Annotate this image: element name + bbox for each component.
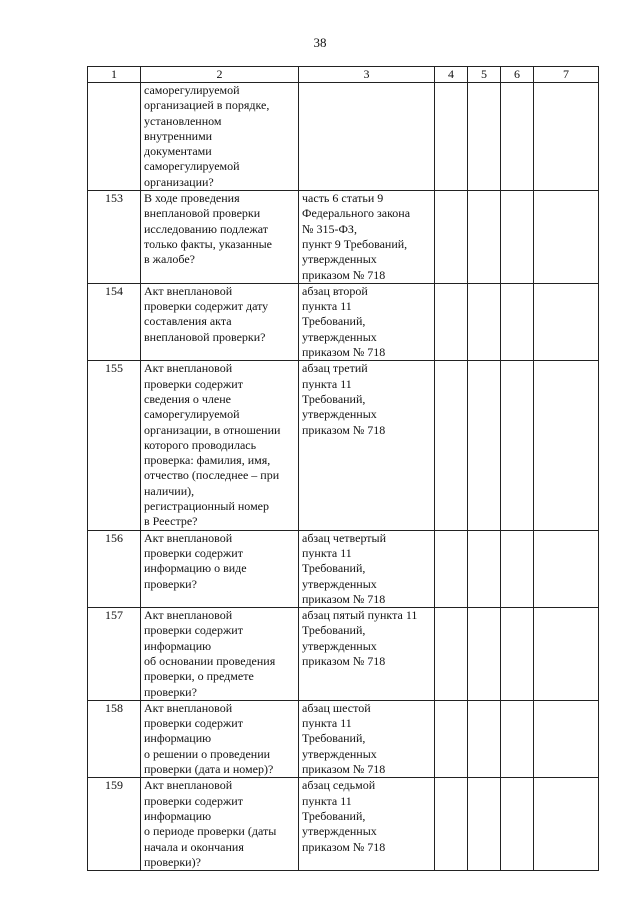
answer-cell-na[interactable] (501, 700, 534, 777)
answer-cell-no[interactable] (468, 361, 501, 530)
note-cell[interactable] (534, 530, 599, 607)
reference-cell: абзац шестой пункта 11 Требований, утвержденных приказом № 718 (299, 700, 435, 777)
table-row (88, 700, 599, 777)
note-cell[interactable] (534, 700, 599, 777)
column-header-4: 4 (435, 67, 468, 83)
reference-cell: абзац второй пункта 11 Требований, утвержденных приказом № 718 (299, 283, 435, 360)
table-row (88, 778, 599, 871)
answer-cell-na[interactable] (501, 191, 534, 284)
answer-cell-na[interactable] (501, 530, 534, 607)
answer-cell-yes[interactable] (435, 530, 468, 607)
question-cell: Акт внеплановой проверки содержит сведения о члене саморегулируемой организации, в отношении которого проводилась проверка: фамилия, имя, отчество (последнее – при наличии), регистрационный номер в Реестре? (141, 361, 299, 530)
note-cell[interactable] (534, 608, 599, 701)
answer-cell-na[interactable] (501, 778, 534, 871)
table-row (88, 361, 599, 530)
column-header-6: 6 (501, 67, 534, 83)
question-cell: Акт внеплановой проверки содержит информацию о решении о проведении проверки (дата и номер)? (141, 700, 299, 777)
note-cell[interactable] (534, 191, 599, 284)
note-cell[interactable] (534, 283, 599, 360)
table-row (88, 530, 599, 607)
header-row (88, 67, 599, 83)
question-cell: Акт внеплановой проверки содержит информацию об основании проведения проверки, о предмете проверки? (141, 608, 299, 701)
page-number: 38 (313, 35, 327, 50)
column-header-5: 5 (468, 67, 501, 83)
row-number: 153 (88, 191, 141, 284)
answer-cell-yes[interactable] (435, 778, 468, 871)
question-cell: саморегулируемой организацией в порядке, установленном внутренними документами саморегулируемой организации? (141, 83, 299, 191)
row-number: 159 (88, 778, 141, 871)
answer-cell-na[interactable] (501, 283, 534, 360)
column-header-3: 3 (299, 67, 435, 83)
reference-cell: абзац пятый пункта 11 Требований, утвержденных приказом № 718 (299, 608, 435, 701)
reference-cell: абзац четвертый пункта 11 Требований, утвержденных приказом № 718 (299, 530, 435, 607)
answer-cell-na[interactable] (501, 83, 534, 191)
table-row (88, 608, 599, 701)
question-cell: Акт внеплановой проверки содержит информацию о периоде проверки (даты начала и окончания проверки)? (141, 778, 299, 871)
row-number: 156 (88, 530, 141, 607)
reference-cell (299, 83, 435, 191)
answer-cell-na[interactable] (501, 608, 534, 701)
answer-cell-yes[interactable] (435, 608, 468, 701)
answer-cell-na[interactable] (501, 361, 534, 530)
answer-cell-no[interactable] (468, 83, 501, 191)
row-number: 157 (88, 608, 141, 701)
checklist-table (87, 66, 599, 871)
answer-cell-no[interactable] (468, 778, 501, 871)
question-cell: В ходе проведения внеплановой проверки исследованию подлежат только факты, указанные в жалобе? (141, 191, 299, 284)
answer-cell-yes[interactable] (435, 700, 468, 777)
note-cell[interactable] (534, 778, 599, 871)
answer-cell-no[interactable] (468, 191, 501, 284)
row-number (88, 83, 141, 191)
answer-cell-yes[interactable] (435, 191, 468, 284)
row-number: 154 (88, 283, 141, 360)
question-cell: Акт внеплановой проверки содержит дату составления акта внеплановой проверки? (141, 283, 299, 360)
reference-cell: абзац третий пункта 11 Требований, утвержденных приказом № 718 (299, 361, 435, 530)
answer-cell-no[interactable] (468, 283, 501, 360)
answer-cell-no[interactable] (468, 530, 501, 607)
answer-cell-no[interactable] (468, 700, 501, 777)
note-cell[interactable] (534, 83, 599, 191)
answer-cell-yes[interactable] (435, 361, 468, 530)
column-header-7: 7 (534, 67, 599, 83)
answer-cell-yes[interactable] (435, 283, 468, 360)
answer-cell-yes[interactable] (435, 83, 468, 191)
reference-cell: часть 6 статьи 9 Федерального закона № 315-ФЗ, пункт 9 Требований, утвержденных приказом № 718 (299, 191, 435, 284)
note-cell[interactable] (534, 361, 599, 530)
table-row (88, 83, 599, 191)
table-row (88, 191, 599, 284)
answer-cell-no[interactable] (468, 608, 501, 701)
reference-cell: абзац седьмой пункта 11 Требований, утвержденных приказом № 718 (299, 778, 435, 871)
row-number: 158 (88, 700, 141, 777)
column-header-2: 2 (141, 67, 299, 83)
column-header-1: 1 (88, 67, 141, 83)
table-row (88, 283, 599, 360)
row-number: 155 (88, 361, 141, 530)
question-cell: Акт внеплановой проверки содержит информацию о виде проверки? (141, 530, 299, 607)
